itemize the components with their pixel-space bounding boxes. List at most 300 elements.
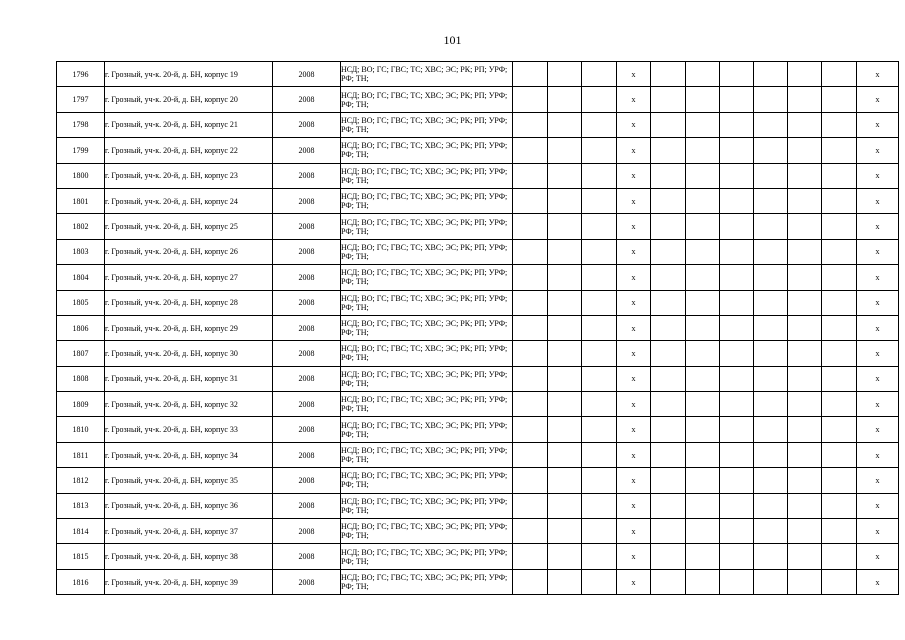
mark-cell bbox=[754, 265, 788, 290]
mark-cell bbox=[548, 265, 582, 290]
mark-cell bbox=[788, 112, 822, 137]
year-cell: 2008 bbox=[273, 290, 341, 315]
year-cell: 2008 bbox=[273, 163, 341, 188]
row-number: 1807 bbox=[57, 341, 105, 366]
table-row bbox=[57, 417, 899, 442]
mark-cell bbox=[651, 417, 686, 442]
mark-cell bbox=[720, 519, 754, 544]
mark-cell bbox=[513, 341, 548, 366]
mark-cell bbox=[686, 214, 720, 239]
mark-cell bbox=[582, 442, 617, 467]
mark-cell bbox=[788, 544, 822, 569]
mark-cell bbox=[788, 239, 822, 264]
mark-cell bbox=[822, 366, 857, 391]
mark-cell bbox=[582, 519, 617, 544]
mark-cell bbox=[582, 138, 617, 163]
mark-cell bbox=[582, 290, 617, 315]
mark-cell bbox=[788, 163, 822, 188]
mark-cell bbox=[548, 138, 582, 163]
mark-cell bbox=[822, 392, 857, 417]
mark-cell: х bbox=[857, 138, 899, 163]
mark-cell bbox=[686, 239, 720, 264]
mark-cell bbox=[548, 188, 582, 213]
mark-cell bbox=[754, 138, 788, 163]
mark-cell bbox=[788, 366, 822, 391]
mark-cell: х bbox=[857, 239, 899, 264]
mark-cell bbox=[754, 87, 788, 112]
mark-cell bbox=[754, 519, 788, 544]
mark-cell bbox=[582, 341, 617, 366]
mark-cell bbox=[822, 290, 857, 315]
mark-cell bbox=[754, 544, 788, 569]
year-cell: 2008 bbox=[273, 544, 341, 569]
mark-cell bbox=[651, 112, 686, 137]
systems-cell: НСД; ВО; ГС; ГВС; ТС; ХВС; ЭС; РК; РП; УРФ; РФ; ТН; bbox=[341, 315, 513, 340]
mark-cell bbox=[720, 366, 754, 391]
mark-cell bbox=[651, 468, 686, 493]
table-row bbox=[57, 87, 899, 112]
table-row bbox=[57, 315, 899, 340]
mark-cell bbox=[822, 112, 857, 137]
mark-cell: х bbox=[857, 290, 899, 315]
row-number: 1796 bbox=[57, 62, 105, 87]
systems-cell: НСД; ВО; ГС; ГВС; ТС; ХВС; ЭС; РК; РП; УРФ; РФ; ТН; bbox=[341, 163, 513, 188]
mark-cell bbox=[754, 239, 788, 264]
mark-cell bbox=[651, 138, 686, 163]
systems-cell: НСД; ВО; ГС; ГВС; ТС; ХВС; ЭС; РК; РП; УРФ; РФ; ТН; bbox=[341, 366, 513, 391]
table-row bbox=[57, 493, 899, 518]
mark-cell bbox=[788, 265, 822, 290]
mark-cell bbox=[720, 138, 754, 163]
mark-cell: х bbox=[857, 214, 899, 239]
mark-cell: х bbox=[617, 442, 651, 467]
mark-cell bbox=[720, 163, 754, 188]
mark-cell: х bbox=[617, 569, 651, 594]
row-number: 1805 bbox=[57, 290, 105, 315]
systems-cell: НСД; ВО; ГС; ГВС; ТС; ХВС; ЭС; РК; РП; УРФ; РФ; ТН; bbox=[341, 138, 513, 163]
address-cell: г. Грозный, уч-к. 20-й, д. БН, корпус 30 bbox=[105, 341, 273, 366]
mark-cell bbox=[513, 112, 548, 137]
mark-cell bbox=[548, 163, 582, 188]
mark-cell bbox=[788, 138, 822, 163]
row-number: 1809 bbox=[57, 392, 105, 417]
mark-cell bbox=[548, 239, 582, 264]
row-number: 1806 bbox=[57, 315, 105, 340]
mark-cell bbox=[788, 315, 822, 340]
mark-cell: х bbox=[857, 62, 899, 87]
mark-cell bbox=[788, 442, 822, 467]
mark-cell bbox=[754, 214, 788, 239]
systems-cell: НСД; ВО; ГС; ГВС; ТС; ХВС; ЭС; РК; РП; УРФ; РФ; ТН; bbox=[341, 214, 513, 239]
building-registry-table bbox=[56, 61, 899, 595]
mark-cell bbox=[788, 519, 822, 544]
mark-cell bbox=[788, 468, 822, 493]
address-cell: г. Грозный, уч-к. 20-й, д. БН, корпус 38 bbox=[105, 544, 273, 569]
row-number: 1814 bbox=[57, 519, 105, 544]
address-cell: г. Грозный, уч-к. 20-й, д. БН, корпус 37 bbox=[105, 519, 273, 544]
mark-cell bbox=[582, 188, 617, 213]
systems-cell: НСД; ВО; ГС; ГВС; ТС; ХВС; ЭС; РК; РП; УРФ; РФ; ТН; bbox=[341, 188, 513, 213]
mark-cell bbox=[788, 493, 822, 518]
mark-cell: х bbox=[617, 290, 651, 315]
table-row bbox=[57, 112, 899, 137]
mark-cell bbox=[513, 214, 548, 239]
table-row bbox=[57, 569, 899, 594]
row-number: 1798 bbox=[57, 112, 105, 137]
mark-cell bbox=[548, 392, 582, 417]
mark-cell bbox=[754, 188, 788, 213]
mark-cell bbox=[754, 112, 788, 137]
mark-cell bbox=[582, 392, 617, 417]
mark-cell bbox=[548, 569, 582, 594]
year-cell: 2008 bbox=[273, 341, 341, 366]
year-cell: 2008 bbox=[273, 265, 341, 290]
mark-cell bbox=[788, 417, 822, 442]
mark-cell bbox=[822, 569, 857, 594]
table-row bbox=[57, 62, 899, 87]
mark-cell bbox=[720, 341, 754, 366]
mark-cell bbox=[720, 112, 754, 137]
mark-cell bbox=[651, 265, 686, 290]
mark-cell: х bbox=[617, 392, 651, 417]
address-cell: г. Грозный, уч-к. 20-й, д. БН, корпус 25 bbox=[105, 214, 273, 239]
table-row bbox=[57, 163, 899, 188]
mark-cell bbox=[651, 290, 686, 315]
address-cell: г. Грозный, уч-к. 20-й, д. БН, корпус 39 bbox=[105, 569, 273, 594]
mark-cell: х bbox=[617, 112, 651, 137]
mark-cell bbox=[754, 341, 788, 366]
mark-cell bbox=[822, 442, 857, 467]
mark-cell bbox=[582, 62, 617, 87]
mark-cell bbox=[686, 265, 720, 290]
mark-cell bbox=[822, 214, 857, 239]
year-cell: 2008 bbox=[273, 417, 341, 442]
mark-cell bbox=[686, 138, 720, 163]
mark-cell bbox=[788, 290, 822, 315]
row-number: 1799 bbox=[57, 138, 105, 163]
year-cell: 2008 bbox=[273, 468, 341, 493]
mark-cell bbox=[754, 442, 788, 467]
row-number: 1811 bbox=[57, 442, 105, 467]
systems-cell: НСД; ВО; ГС; ГВС; ТС; ХВС; ЭС; РК; РП; УРФ; РФ; ТН; bbox=[341, 112, 513, 137]
year-cell: 2008 bbox=[273, 214, 341, 239]
mark-cell bbox=[513, 366, 548, 391]
table-body bbox=[57, 62, 899, 595]
year-cell: 2008 bbox=[273, 442, 341, 467]
row-number: 1808 bbox=[57, 366, 105, 391]
mark-cell: х bbox=[857, 163, 899, 188]
systems-cell: НСД; ВО; ГС; ГВС; ТС; ХВС; ЭС; РК; РП; УРФ; РФ; ТН; bbox=[341, 569, 513, 594]
mark-cell bbox=[686, 188, 720, 213]
mark-cell bbox=[651, 392, 686, 417]
systems-cell: НСД; ВО; ГС; ГВС; ТС; ХВС; ЭС; РК; РП; УРФ; РФ; ТН; bbox=[341, 468, 513, 493]
mark-cell: х bbox=[617, 214, 651, 239]
mark-cell: х bbox=[617, 417, 651, 442]
mark-cell bbox=[686, 544, 720, 569]
mark-cell: х bbox=[617, 315, 651, 340]
mark-cell bbox=[754, 392, 788, 417]
systems-cell: НСД; ВО; ГС; ГВС; ТС; ХВС; ЭС; РК; РП; УРФ; РФ; ТН; bbox=[341, 493, 513, 518]
mark-cell bbox=[548, 366, 582, 391]
mark-cell bbox=[822, 519, 857, 544]
mark-cell: х bbox=[617, 366, 651, 391]
mark-cell: х bbox=[617, 87, 651, 112]
mark-cell bbox=[788, 341, 822, 366]
mark-cell bbox=[686, 468, 720, 493]
systems-cell: НСД; ВО; ГС; ГВС; ТС; ХВС; ЭС; РК; РП; УРФ; РФ; ТН; bbox=[341, 290, 513, 315]
mark-cell bbox=[582, 265, 617, 290]
mark-cell bbox=[822, 138, 857, 163]
mark-cell bbox=[788, 188, 822, 213]
mark-cell bbox=[582, 468, 617, 493]
mark-cell: х bbox=[857, 417, 899, 442]
mark-cell bbox=[720, 417, 754, 442]
table-row bbox=[57, 366, 899, 391]
mark-cell: х bbox=[617, 544, 651, 569]
mark-cell bbox=[548, 315, 582, 340]
systems-cell: НСД; ВО; ГС; ГВС; ТС; ХВС; ЭС; РК; РП; УРФ; РФ; ТН; bbox=[341, 239, 513, 264]
row-number: 1815 bbox=[57, 544, 105, 569]
mark-cell bbox=[582, 315, 617, 340]
year-cell: 2008 bbox=[273, 366, 341, 391]
mark-cell bbox=[582, 569, 617, 594]
mark-cell: х bbox=[857, 442, 899, 467]
table-row bbox=[57, 468, 899, 493]
address-cell: г. Грозный, уч-к. 20-й, д. БН, корпус 23 bbox=[105, 163, 273, 188]
mark-cell bbox=[548, 519, 582, 544]
table-row bbox=[57, 265, 899, 290]
mark-cell: х bbox=[857, 544, 899, 569]
mark-cell bbox=[822, 188, 857, 213]
mark-cell: х bbox=[857, 112, 899, 137]
mark-cell: х bbox=[617, 341, 651, 366]
address-cell: г. Грозный, уч-к. 20-й, д. БН, корпус 19 bbox=[105, 62, 273, 87]
address-cell: г. Грозный, уч-к. 20-й, д. БН, корпус 26 bbox=[105, 239, 273, 264]
mark-cell bbox=[513, 569, 548, 594]
mark-cell bbox=[686, 569, 720, 594]
systems-cell: НСД; ВО; ГС; ГВС; ТС; ХВС; ЭС; РК; РП; УРФ; РФ; ТН; bbox=[341, 417, 513, 442]
mark-cell bbox=[788, 87, 822, 112]
mark-cell bbox=[720, 392, 754, 417]
mark-cell bbox=[513, 188, 548, 213]
mark-cell bbox=[720, 62, 754, 87]
mark-cell bbox=[513, 290, 548, 315]
mark-cell bbox=[651, 62, 686, 87]
address-cell: г. Грозный, уч-к. 20-й, д. БН, корпус 31 bbox=[105, 366, 273, 391]
mark-cell: х bbox=[617, 163, 651, 188]
year-cell: 2008 bbox=[273, 569, 341, 594]
mark-cell: х bbox=[857, 569, 899, 594]
systems-cell: НСД; ВО; ГС; ГВС; ТС; ХВС; ЭС; РК; РП; УРФ; РФ; ТН; bbox=[341, 544, 513, 569]
mark-cell bbox=[686, 112, 720, 137]
address-cell: г. Грозный, уч-к. 20-й, д. БН, корпус 32 bbox=[105, 392, 273, 417]
address-cell: г. Грозный, уч-к. 20-й, д. БН, корпус 27 bbox=[105, 265, 273, 290]
mark-cell bbox=[548, 87, 582, 112]
mark-cell: х bbox=[617, 138, 651, 163]
mark-cell bbox=[788, 62, 822, 87]
mark-cell bbox=[686, 315, 720, 340]
mark-cell bbox=[582, 239, 617, 264]
address-cell: г. Грозный, уч-к. 20-й, д. БН, корпус 29 bbox=[105, 315, 273, 340]
mark-cell bbox=[582, 163, 617, 188]
row-number: 1802 bbox=[57, 214, 105, 239]
row-number: 1813 bbox=[57, 493, 105, 518]
mark-cell bbox=[513, 315, 548, 340]
table-row bbox=[57, 341, 899, 366]
systems-cell: НСД; ВО; ГС; ГВС; ТС; ХВС; ЭС; РК; РП; УРФ; РФ; ТН; bbox=[341, 519, 513, 544]
mark-cell bbox=[788, 569, 822, 594]
mark-cell: х bbox=[617, 468, 651, 493]
mark-cell bbox=[686, 87, 720, 112]
systems-cell: НСД; ВО; ГС; ГВС; ТС; ХВС; ЭС; РК; РП; УРФ; РФ; ТН; bbox=[341, 265, 513, 290]
row-number: 1804 bbox=[57, 265, 105, 290]
table-row bbox=[57, 188, 899, 213]
year-cell: 2008 bbox=[273, 519, 341, 544]
row-number: 1797 bbox=[57, 87, 105, 112]
row-number: 1800 bbox=[57, 163, 105, 188]
mark-cell bbox=[513, 519, 548, 544]
mark-cell bbox=[822, 417, 857, 442]
row-number: 1801 bbox=[57, 188, 105, 213]
mark-cell: х bbox=[857, 87, 899, 112]
mark-cell bbox=[513, 239, 548, 264]
year-cell: 2008 bbox=[273, 87, 341, 112]
mark-cell: х bbox=[857, 188, 899, 213]
mark-cell bbox=[754, 62, 788, 87]
mark-cell: х bbox=[617, 62, 651, 87]
mark-cell bbox=[822, 239, 857, 264]
mark-cell bbox=[754, 290, 788, 315]
mark-cell bbox=[651, 188, 686, 213]
mark-cell bbox=[513, 392, 548, 417]
mark-cell bbox=[720, 265, 754, 290]
mark-cell bbox=[720, 442, 754, 467]
mark-cell bbox=[582, 112, 617, 137]
mark-cell: х bbox=[857, 493, 899, 518]
mark-cell bbox=[686, 341, 720, 366]
mark-cell bbox=[822, 544, 857, 569]
mark-cell bbox=[513, 417, 548, 442]
mark-cell bbox=[548, 112, 582, 137]
address-cell: г. Грозный, уч-к. 20-й, д. БН, корпус 34 bbox=[105, 442, 273, 467]
mark-cell bbox=[548, 214, 582, 239]
table-row bbox=[57, 290, 899, 315]
mark-cell bbox=[720, 315, 754, 340]
mark-cell bbox=[548, 442, 582, 467]
systems-cell: НСД; ВО; ГС; ГВС; ТС; ХВС; ЭС; РК; РП; УРФ; РФ; ТН; bbox=[341, 442, 513, 467]
mark-cell bbox=[651, 163, 686, 188]
address-cell: г. Грозный, уч-к. 20-й, д. БН, корпус 33 bbox=[105, 417, 273, 442]
mark-cell bbox=[720, 214, 754, 239]
mark-cell bbox=[754, 493, 788, 518]
mark-cell: х bbox=[617, 265, 651, 290]
address-cell: г. Грозный, уч-к. 20-й, д. БН, корпус 24 bbox=[105, 188, 273, 213]
mark-cell bbox=[720, 544, 754, 569]
table-row bbox=[57, 519, 899, 544]
mark-cell bbox=[548, 468, 582, 493]
year-cell: 2008 bbox=[273, 315, 341, 340]
mark-cell bbox=[548, 417, 582, 442]
mark-cell: х bbox=[617, 493, 651, 518]
mark-cell: х bbox=[617, 519, 651, 544]
table-row bbox=[57, 239, 899, 264]
systems-cell: НСД; ВО; ГС; ГВС; ТС; ХВС; ЭС; РК; РП; УРФ; РФ; ТН; bbox=[341, 62, 513, 87]
mark-cell bbox=[651, 87, 686, 112]
mark-cell bbox=[720, 239, 754, 264]
mark-cell bbox=[582, 366, 617, 391]
address-cell: г. Грозный, уч-к. 20-й, д. БН, корпус 28 bbox=[105, 290, 273, 315]
mark-cell bbox=[720, 493, 754, 518]
mark-cell bbox=[513, 265, 548, 290]
mark-cell: х bbox=[857, 392, 899, 417]
mark-cell bbox=[686, 417, 720, 442]
mark-cell bbox=[651, 341, 686, 366]
table-row bbox=[57, 392, 899, 417]
mark-cell: х bbox=[857, 519, 899, 544]
mark-cell bbox=[822, 163, 857, 188]
mark-cell bbox=[720, 188, 754, 213]
mark-cell: х bbox=[857, 341, 899, 366]
mark-cell bbox=[548, 62, 582, 87]
mark-cell bbox=[513, 442, 548, 467]
table-row bbox=[57, 214, 899, 239]
systems-cell: НСД; ВО; ГС; ГВС; ТС; ХВС; ЭС; РК; РП; УРФ; РФ; ТН; bbox=[341, 341, 513, 366]
address-cell: г. Грозный, уч-к. 20-й, д. БН, корпус 21 bbox=[105, 112, 273, 137]
mark-cell bbox=[513, 468, 548, 493]
mark-cell bbox=[754, 569, 788, 594]
mark-cell: х bbox=[617, 188, 651, 213]
mark-cell bbox=[686, 366, 720, 391]
year-cell: 2008 bbox=[273, 112, 341, 137]
year-cell: 2008 bbox=[273, 138, 341, 163]
row-number: 1803 bbox=[57, 239, 105, 264]
mark-cell bbox=[651, 544, 686, 569]
mark-cell bbox=[788, 392, 822, 417]
mark-cell bbox=[754, 468, 788, 493]
mark-cell bbox=[720, 87, 754, 112]
mark-cell bbox=[686, 442, 720, 467]
address-cell: г. Грозный, уч-к. 20-й, д. БН, корпус 35 bbox=[105, 468, 273, 493]
year-cell: 2008 bbox=[273, 392, 341, 417]
mark-cell bbox=[754, 315, 788, 340]
mark-cell bbox=[788, 214, 822, 239]
mark-cell bbox=[513, 62, 548, 87]
mark-cell bbox=[822, 315, 857, 340]
year-cell: 2008 bbox=[273, 493, 341, 518]
mark-cell: х bbox=[857, 366, 899, 391]
mark-cell: х bbox=[617, 239, 651, 264]
mark-cell bbox=[686, 392, 720, 417]
mark-cell bbox=[720, 290, 754, 315]
mark-cell bbox=[822, 468, 857, 493]
mark-cell bbox=[548, 290, 582, 315]
mark-cell bbox=[513, 493, 548, 518]
mark-cell bbox=[720, 468, 754, 493]
mark-cell bbox=[582, 214, 617, 239]
mark-cell bbox=[582, 87, 617, 112]
mark-cell bbox=[513, 138, 548, 163]
mark-cell bbox=[548, 493, 582, 518]
mark-cell bbox=[822, 493, 857, 518]
mark-cell bbox=[651, 214, 686, 239]
mark-cell bbox=[548, 544, 582, 569]
page-number: 101 bbox=[443, 33, 462, 47]
year-cell: 2008 bbox=[273, 62, 341, 87]
table-row bbox=[57, 442, 899, 467]
mark-cell bbox=[686, 62, 720, 87]
mark-cell bbox=[513, 163, 548, 188]
mark-cell bbox=[548, 341, 582, 366]
